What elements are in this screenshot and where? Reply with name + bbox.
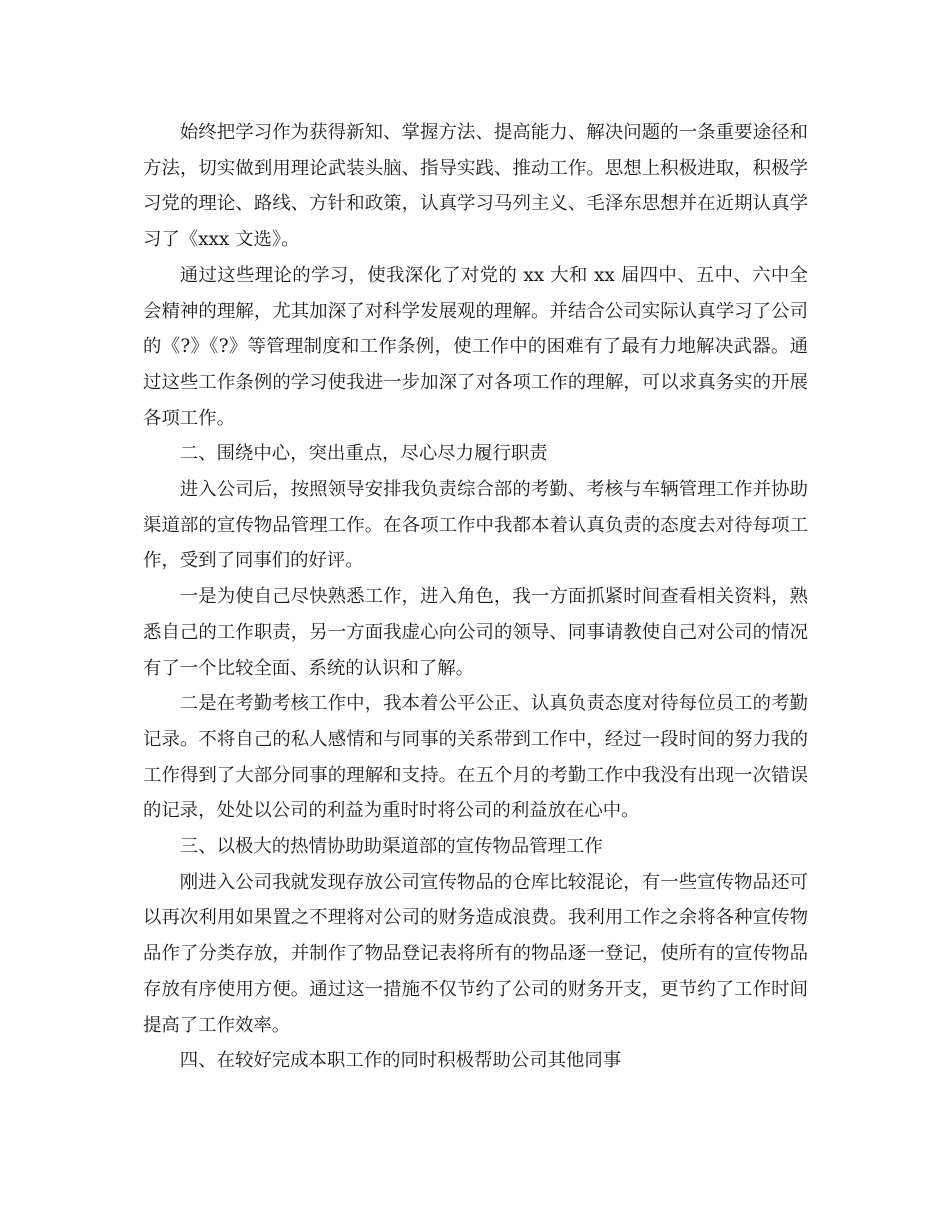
section-heading-promotional-materials: 三、以极大的热情协助助渠道部的宣传物品管理工作 [179,836,603,858]
paragraph-job-assignment: 进入公司后，按照领导安排我负责综合部的考勤、考核与车辆管理工作并协助渠道部的宣传物品管理工作。在各项工作中我都本着认真负责的态度去对待每项工作，受到了同事们的好评。 [143,479,808,572]
paragraph-warehouse-organization: 刚进入公司我就发现存放公司宣传物品的仓库比较混论，有一些宣传物品还可以再次利用如果置之不理将对公司的财务造成浪费。我利用工作之余将各种宣传物品作了分类存放，并制作了物品登记表将所有的物品逐一登记，使所有的宣传物品存放有序使用方便。通过这一措施不仅节约了公司的财务开支，更节约了工作时间提高了工作效率。 [143,871,808,1036]
paragraph-theory-study: 通过这些理论的学习，使我深化了对党的 xx 大和 xx 届四中、五中、六中全会精神的理解，尤其加深了对科学发展观的理解。并结合公司实际认真学习了公司的《?》《?》等管理制度和工作条例，使工作中的困难有了最有力地解决武器。通过这些工作条例的学习使我进一步加深了对各项工作的理解，可以求真务实的开展各项工作。 [143,264,808,429]
paragraph-study-approach: 始终把学习作为获得新知、掌握方法、提高能力、解决问题的一条重要途径和方法，切实做到用理论武装头脑、指导实践、推动工作。思想上积极进取，积极学习党的理论、路线、方针和政策，认真学习马列主义、毛泽东思想并在近期认真学习了《xxx 文选》。 [143,122,808,251]
paragraph-attendance-work: 二是在考勤考核工作中，我本着公平公正、认真负责态度对待每位员工的考勤记录。不将自己的私人感情和与同事的关系带到工作中，经过一段时间的努力我的工作得到了大部分同事的理解和支持。在五个月的考勤工作中我没有出现一次错误的记录，处处以公司的利益为重时时将公司的利益放在心中。 [143,693,808,822]
section-heading-duties: 二、围绕中心，突出重点，尽心尽力履行职责 [179,443,548,465]
section-heading-help-colleagues: 四、在较好完成本职工作的同时积极帮助公司其他同事 [179,1050,622,1072]
document-body [143,115,808,1079]
paragraph-familiarize-work: 一是为使自己尽快熟悉工作，进入角色，我一方面抓紧时间查看相关资料，熟悉自己的工作职责，另一方面我虚心向公司的领导、同事请教使自己对公司的情况有了一个比较全面、系统的认识和了解。 [143,586,808,679]
